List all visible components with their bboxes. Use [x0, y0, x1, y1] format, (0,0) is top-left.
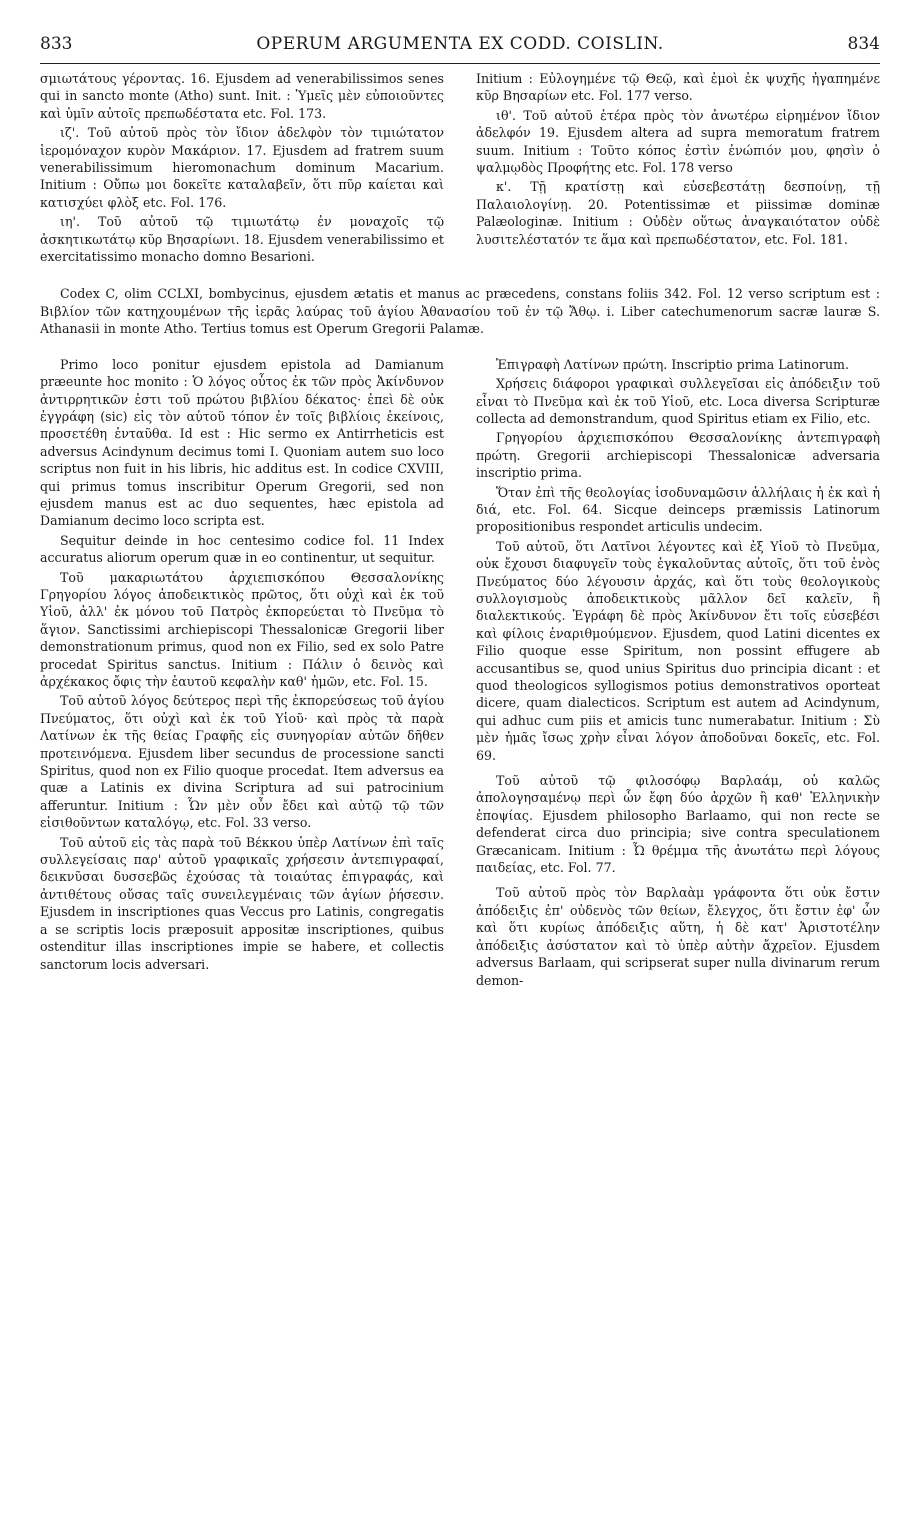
paragraph: σμιωτάτους γέροντας. 16. Ejusdem ad venerabilissimos senes qui in sancto monte (Atho) sunt. Init. : Ὑμεῖς μὲν εὐποιοῦντες καὶ ὑμῖν αὐτοῖς πρεπωδέστατα etc. Fol. 173. — [40, 71, 444, 121]
paragraph: Τοῦ αὐτοῦ πρὸς τὸν Βαρλαὰμ γράφοντα ὅτι οὐκ ἔστιν ἀπόδειξις ἐπ' οὐδενὸς τῶν θείων, ἔλεγχος, ὅτι ἔστιν ἐφ' ὧν καὶ ὅτι κυρίως ἀπόδειξις αὕτη, ἡ δὲ κατ' Ἀριστοτέλην ἀπόδειξις ἀσύστατον καὶ τὸ ὑπὲρ αὐτὴν ἄχρεῖον. Ejusdem adversus Barlaam, qui scripserat super nulla divinarum rerum demon- — [476, 885, 880, 988]
top-left-column — [40, 70, 444, 267]
page-number-right: 834 — [847, 34, 880, 54]
bottom-right-column — [476, 356, 880, 991]
paragraph: Τοῦ αὐτοῦ εἰς τὰς παρὰ τοῦ Βέκκου ὑπὲρ Λατίνων ἐπὶ ταῖς συλλεγείσαις παρ' αὐτοῦ γραφικαῖς χρήσεσιν ἀντεπιγραφαί, δεικνῦσαι δυσσεβῶς ἐχούσας τὰ τοιαύτας ἐπιγραφάς, καὶ ἀντιθέτους οὔσας ταῖς συνειλεγμέναις τῶν ἁγίων ῥήσεσιν. Ejusdem in inscriptiones quas Veccus pro Latinis, congregatis a se scriptis locis præposuit appositæ inscriptiones, quibus ostenditur illas inscriptiones impie se habere, et collectis sanctorum locis adversari. — [40, 834, 444, 972]
top-right-column — [476, 70, 880, 267]
paragraph: Τοῦ αὐτοῦ λόγος δεύτερος περὶ τῆς ἐκπορεύσεως τοῦ ἁγίου Πνεύματος, ὅτι οὐχὶ καὶ ἐκ τοῦ Υἱοῦ· καὶ πρὸς τὰ παρὰ Λατίνων ἐκ τῆς θείας Γραφῆς εἰς συνηγορίαν αὐτῶν δῆθεν προτεινόμενα. Ejusdem liber secundus de processione sancti Spiritus, quod non ex Filio quoque procedat. Item adversus ea quæ a Latinis ex divina Scriptura ad sui patrocinium afferuntur. Initium : Ὧν μὲν οὖν ἔδει καὶ αὐτῷ τῷ τῶν εἰσιθοῦντων καταλόγῳ, etc. Fol. 33 verso. — [40, 693, 444, 831]
paragraph: Γρηγορίου ἀρχιεπισκόπου Θεσσαλονίκης ἀντεπιγραφὴ πρώτη. Gregorii archiepiscopi Thessalonicæ adversaria inscriptio prima. — [476, 430, 880, 481]
page-number-left: 833 — [40, 34, 73, 54]
paragraph: κ'. Τῇ κρατίστῃ καὶ εὐσεβεστάτῃ δεσποίνῃ, τῇ Παλαιολογίνῃ. 20. Potentissimæ et piissimæ dominæ Palæologinæ. Initium : Οὐδὲν οὕτως ἀναγκαιότατον οὐδὲ λυσιτελέστατόν τε ἅμα καὶ πρεπωδέστατον, etc. Fol. 181. — [476, 179, 880, 247]
paragraph: Sequitur deinde in hoc centesimo codice fol. 11 Index accuratus aliorum operum quæ in eo continentur, ut sequitur. — [40, 532, 444, 566]
paragraph: Ὅταν ἐπὶ τῆς θεολογίας ἰσοδυναμῶσιν ἀλλήλαις ἡ ἐκ καὶ ἡ διά, etc. Fol. 64. Sicque deinceps præmissis Latinorum propositionibus respondet articulis undecim. — [476, 484, 880, 535]
paragraph: Initium : Εὐλογημένε τῷ Θεῷ, καὶ ἐμοὶ ἐκ ψυχῆς ἠγαπημένε κῦρ Βησαρίων etc. Fol. 177 verso. — [476, 71, 880, 104]
paragraph: Τοῦ αὐτοῦ τῷ φιλοσόφῳ Βαρλαάμ, οὐ καλῶς ἀπολογησαμένῳ περὶ ὧν ἔφη δύο ἀρχῶν ἢ καθ' Ἑλληνικὴν ἐποψίας. Ejusdem philosopho Barlaamo, qui non recte se defenderat circa duo principia; sive contra speculationem Græcanicam. Initium : Ὦ θρέμμα τῆς ἀνωτάτω περὶ λόγους παιδείας, etc. Fol. 77. — [476, 773, 880, 876]
bottom-columns — [40, 356, 880, 991]
running-header — [40, 34, 880, 64]
paragraph: ιη'. Τοῦ αὐτοῦ τῷ τιμιωτάτῳ ἐν μοναχοῖς τῷ ἀσκητικωτάτῳ κῦρ Βησαρίωνι. 18. Ejusdem venerabilissimo et exercitatissimo monacho domno Besarioni. — [40, 214, 444, 265]
paragraph: ιθ'. Τοῦ αὐτοῦ ἑτέρα πρὸς τὸν ἀνωτέρω εἰρημένον ἴδιον ἀδελφόν 19. Ejusdem altera ad supra memoratum fratrem suum. Initium : Τοῦτο κόπος ἐστὶν ἐνώπιόν μου, φησὶν ὁ ψαλμῳδὸς Προφήτης etc. Fol. 178 verso — [476, 107, 880, 176]
paragraph: Ἐπιγραφὴ Λατίνων πρώτη. Inscriptio prima Latinorum. — [496, 356, 849, 372]
paragraph: ιζ'. Τοῦ αὐτοῦ πρὸς τὸν ἴδιον ἀδελφὸν τὸν τιμιώτατον ἱερομόναχον κυρὸν Μακάριον. 17. Ejusdem ad fratrem suum venerabilissimum hieromonachum dominum Macarium. Initium : Οὔπω μοι δοκεῖτε καταλαβεῖν, ὅτι πῦρ καίεται καὶ κατισχύει φλὸξ etc. Fol. 176. — [40, 125, 444, 210]
paragraph: Τοῦ μακαριωτάτου ἀρχιεπισκόπου Θεσσαλονίκης Γρηγορίου λόγος ἀποδεικτικὸς πρῶτος, ὅτι οὐχὶ καὶ ἐκ τοῦ Υἱοῦ, ἀλλ' ἐκ μόνου τοῦ Πατρὸς ἐκπορεύεται τὸ Πνεῦμα τὸ ἅγιον. Sanctissimi archiepiscopi Thessalonicæ Gregorii liber demonstrationum primus, quod non ex Filio, sed ex solo Patre procedat Spiritus sanctus. Initium : Πάλιν ὁ δεινὸς καὶ ἀρχέκακος ὄφις τὴν ἑαυτοῦ κεφαλὴν καθ' ἡμῶν, etc. Fol. 15. — [40, 569, 444, 689]
codex-description: Codex C, olim CCLXI, bombycinus, ejusdem ætatis et manus ac præcedens, constans foliis 342. Fol. 12 verso scriptum est : Βιβλίον τῶν κατηχουμένων τῆς ἱερᾶς λαύρας τοῦ ἁγίου Ἀθανασίου τοῦ ἐν τῷ Ἄθῳ. i. Liber catechumenorum sacræ lauræ S. Athanasii in monte Atho. Tertius tomus est Operum Gregorii Palamæ. — [40, 286, 880, 337]
paragraph: Primo loco ponitur ejusdem epistola ad Damianum præeunte hoc monito : Ὁ λόγος οὗτος ἐκ τῶν πρὸς Ἀκίνδυνον ἀντιρρητικῶν ἐστι τοῦ πρώτου βιβλίου δέκατος· ἐπεὶ δὲ οὐκ ἐγγράφη (sic) εἰς τὸν αὐτοῦ τόπον ἐν τοῖς βιβλίοις ἐκείνοις, προσετέθη ἐνταῦθα. Id est : Hic sermo ex Antirrheticis est adversus Acindynum decimus tomi I. Quoniam autem suo loco scriptus non fuit in his libris, hic additus est. In codice CXVIII, qui primus tomus inscribitur Operum Gregorii, sed non ejusdem manus est ac duo sequentes, hæc epistola ad Damianum decimo loco scripta est. — [40, 356, 444, 529]
paragraph: Τοῦ αὐτοῦ, ὅτι Λατῖνοι λέγοντες καὶ ἐξ Υἱοῦ τὸ Πνεῦμα, οὐκ ἔχουσι διαφυγεῖν τοὺς ἐγκαλοῦντας αὐτοῖς, ὅτι τοῦ ἑνὸς Πνεύματος δύο λέγουσιν ἀρχάς, καὶ ὅτι τοὺς θεολογικοὺς συλλογισμοὺς ἀποδεικτικοὺς μᾶλλον δεῖ καλεῖν, ἢ διαλεκτικούς. Ἐγράφη δὲ πρὸς Ἀκίνδυνον ἔτι τοῖς εὐσεβέσι καὶ φίλοις ἐναριθμούμενον. Ejusdem, quod Latini dicentes ex Filio quoque esse Spiritum, non possint effugere ab accusantibus se, quod unius Spiritus duo principia dicant : et quod theologicos syllogismos potius demonstrativos oporteat dicere, quam dialecticos. Scriptum est autem ad Acindynum, qui adhuc cum piis et amicis tunc numerabatur. Initium : Σὺ μὲν ἡμᾶς ἴσως χρὴν εἶναι λόγον ἀποδοῦναι δοκεῖς, etc. Fol. 69. — [476, 538, 880, 763]
running-title: OPERUM ARGUMENTA EX CODD. COISLIN. — [256, 34, 664, 54]
bottom-left-column — [40, 356, 444, 991]
top-columns — [40, 70, 880, 267]
paragraph: Χρήσεις διάφοροι γραφικαὶ συλλεγεῖσαι εἰς ἀπόδειξιν τοῦ εἶναι τὸ Πνεῦμα καὶ ἐκ τοῦ Υἱοῦ, etc. Loca diversa Scripturæ collecta ad demonstrandum, quod Spiritus etiam ex Filio, etc. — [476, 376, 880, 426]
